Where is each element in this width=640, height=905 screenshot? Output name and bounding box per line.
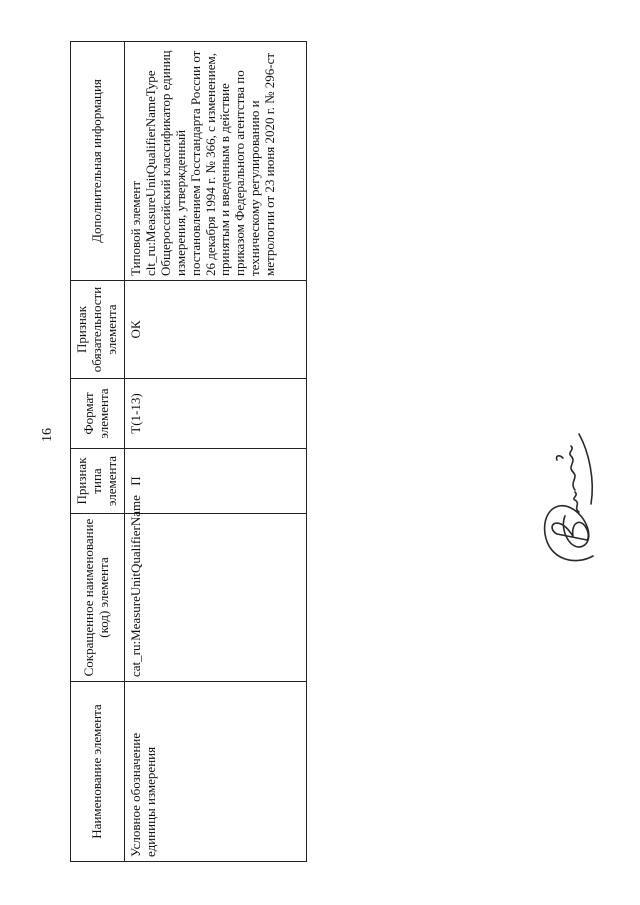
header-element-mandatory: Признак обязательности элемента	[71, 281, 125, 379]
cell-additional-info: Типовой элемент clt_ru:MeasureUnitQualifierNameType Общероссийский классификатор единиц измерения, утвержденный постановлением Госстандарта России от 26 декабря 1994 г. № 366, с изменением, принятым и введенным в действие приказом Федерального агентства по техническому регулированию и метрологии от 23 июня 2020 г. № 296-ст	[124, 42, 306, 281]
table-header-row	[71, 42, 125, 862]
cell-element-type: П	[124, 449, 306, 514]
header-element-type: Признак типа элемента	[71, 449, 125, 514]
header-element-name: Наименование элемента	[71, 682, 125, 862]
header-element-code: Сокращенное наименование (код) элемента	[71, 514, 125, 682]
element-table	[70, 41, 307, 862]
table-row	[124, 42, 306, 862]
cell-element-name: Условное обозначение единицы измерения	[124, 682, 306, 862]
cell-element-format: T(1-13)	[124, 379, 306, 449]
element-table-wrapper	[70, 42, 307, 862]
cell-element-code: cat_ru:MeasureUnitQualifierName	[124, 514, 306, 682]
cell-element-mandatory: ОК	[124, 281, 306, 379]
header-element-format: Формат элемента	[71, 379, 125, 449]
header-additional-info: Дополнительная информация	[71, 42, 125, 281]
page-number: 16	[40, 428, 55, 442]
handwritten-signature	[535, 410, 615, 570]
